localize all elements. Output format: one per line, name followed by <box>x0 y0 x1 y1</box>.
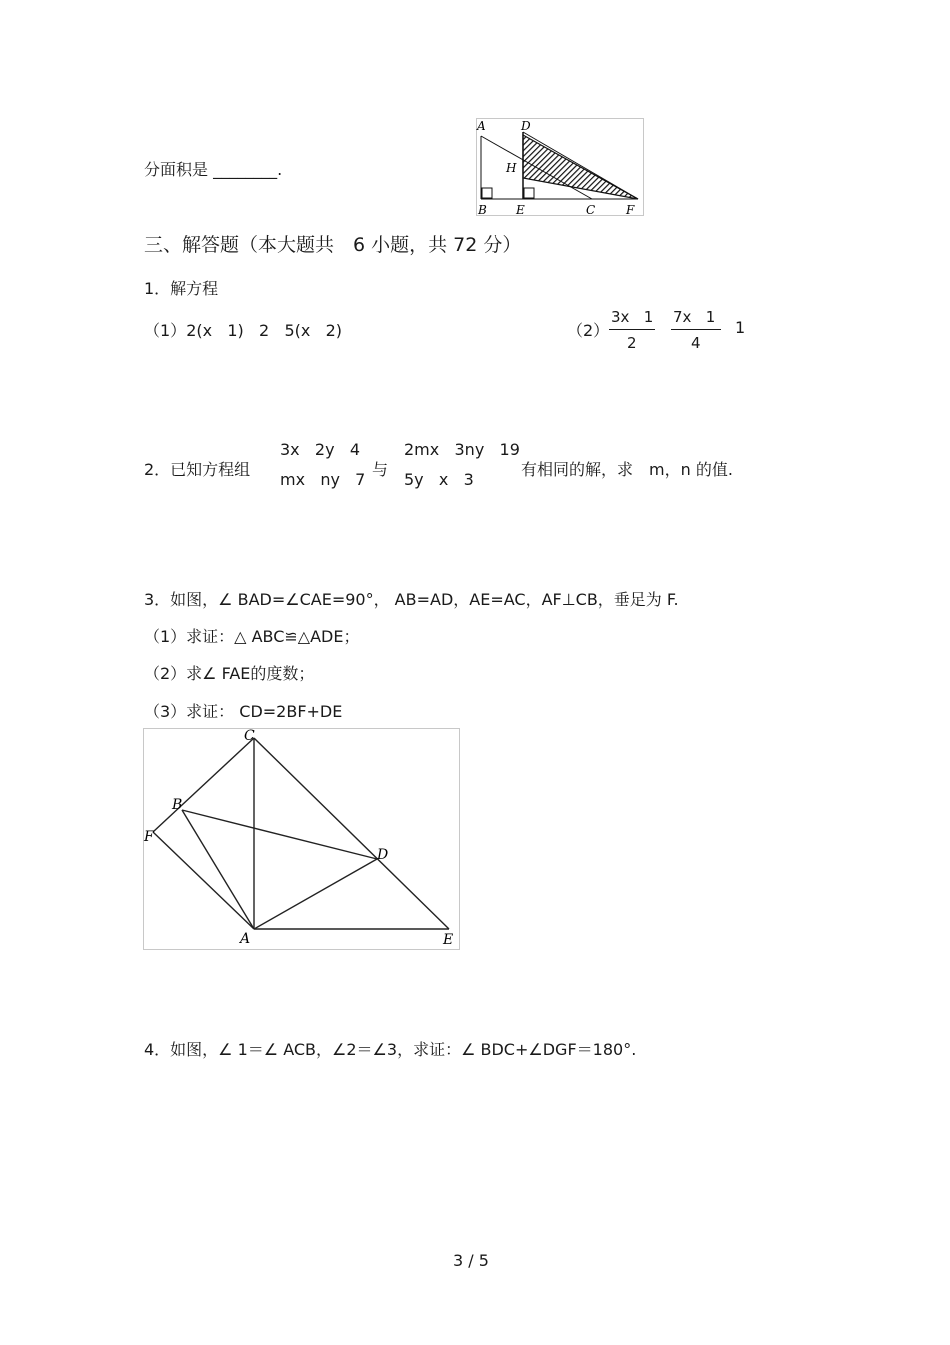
fill-blank-text: 分面积是 <box>144 160 209 179</box>
segment-ce <box>254 738 449 929</box>
section-title: 三、解答题（本大题共 6 小题，共 72 分） <box>144 234 522 256</box>
figure-q3-frame <box>144 729 460 950</box>
label-b: B <box>172 797 183 813</box>
label-a: A <box>240 931 251 947</box>
right-angle-e <box>524 188 534 198</box>
q3-part2: （2）求∠ FAE的度数； <box>144 664 315 683</box>
q3-part3: （3）求证： CD=2BF+DE <box>144 702 343 721</box>
q2-system1-row2: mx ny 7 <box>280 470 366 489</box>
label-c: C <box>244 728 255 744</box>
q1-title: 1．解方程 <box>144 279 219 298</box>
q1-part1-label: （1） <box>144 321 187 340</box>
figure-shaded-triangles <box>476 118 644 216</box>
q2-connector: 与 <box>372 460 389 479</box>
q1-part1 <box>144 318 342 341</box>
fill-blank-blank: ________ <box>213 160 278 179</box>
q1-part2-label: （2） <box>567 321 610 340</box>
segment-ad <box>254 859 377 929</box>
label-d: D <box>377 847 389 863</box>
q1-frac1-bar <box>609 329 655 330</box>
q1-frac1-denominator: 2 <box>627 334 637 352</box>
label-e: E <box>443 932 454 948</box>
q1-frac2-bar <box>671 329 721 330</box>
figure-q3 <box>143 728 460 950</box>
q4-stem: 4．如图，∠ 1＝∠ ACB，∠2＝∠3，求证：∠ BDC+∠DGF＝180°. <box>144 1040 637 1059</box>
q1-frac2-numerator: 7x 1 <box>673 308 716 326</box>
q2-prefix: 2．已知方程组 <box>144 460 251 479</box>
q1-frac1-numerator: 3x 1 <box>611 308 654 326</box>
q3-stem: 3．如图，∠ BAD=∠CAE=90°， AB=AD，AE=AC，AF⊥CB，垂足为 F. <box>144 590 679 609</box>
q2-system1-row1: 3x 2y 4 <box>280 440 360 459</box>
label-f: F <box>626 203 635 216</box>
label-a: A <box>477 119 486 133</box>
label-e: E <box>516 203 525 216</box>
q2-suffix: 有相同的解，求 m，n 的值. <box>521 460 733 479</box>
q1-frac2-denominator: 4 <box>691 334 701 352</box>
segment-bd <box>182 810 377 859</box>
q2-system2-row2: 5y x 3 <box>404 470 474 489</box>
label-c: C <box>586 203 596 216</box>
fill-blank-end: . <box>277 160 283 179</box>
q3-part1: （1）求证：△ ABC≌△ADE； <box>144 627 360 646</box>
label-d: D <box>521 119 531 133</box>
label-h: H <box>506 161 517 175</box>
q2-system2-row1: 2mx 3ny 19 <box>404 440 520 459</box>
segment-cf <box>153 738 254 832</box>
page-number: 3 / 5 <box>453 1251 489 1270</box>
label-b: B <box>478 203 487 216</box>
q1-part1-equation: 2(x 1) 2 5(x 2) <box>186 321 343 340</box>
label-f: F <box>144 829 154 845</box>
q1-part2-rhs: 1 <box>735 318 746 337</box>
right-angle-b <box>482 188 492 198</box>
fill-blank-line <box>144 157 282 180</box>
